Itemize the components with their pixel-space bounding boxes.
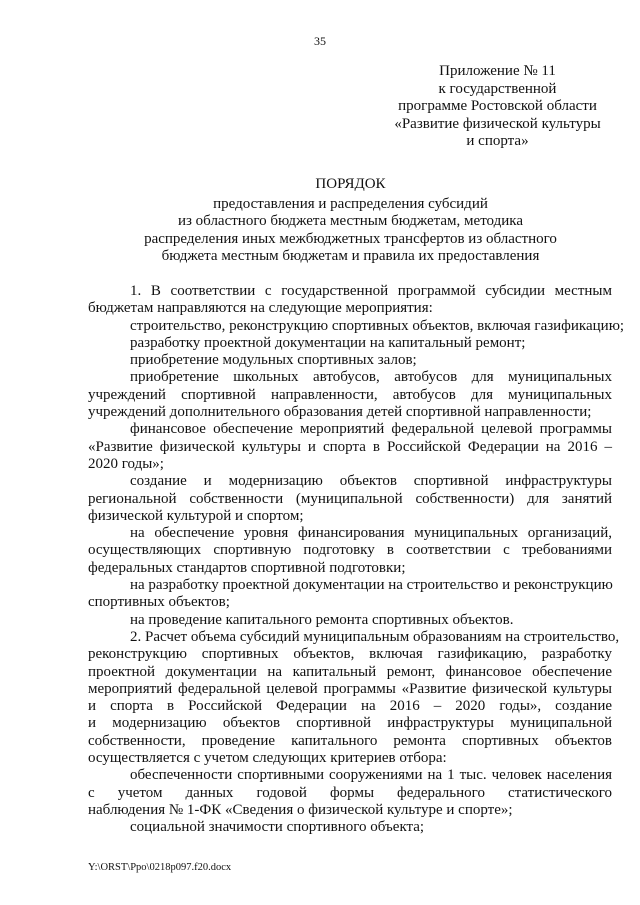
document-subtitle-line: предоставления и распределения субсидий (213, 195, 488, 212)
paragraph-line: «Развитие физической культуры и спорта в Российской Федерации на 2016 – (88, 438, 612, 455)
appendix-line: «Развитие физической культуры (394, 115, 601, 132)
body-paragraph (88, 421, 612, 473)
paragraph-line: федеральных стандартов спортивной подготовки; (88, 559, 406, 576)
document-body (88, 283, 625, 837)
appendix-line: и спорта» (466, 133, 529, 149)
body-paragraph (88, 369, 612, 421)
document-title: ПОРЯДОК (315, 176, 386, 192)
paragraph-line: социальной значимости спортивного объекта; (130, 819, 425, 836)
body-paragraph (88, 767, 612, 819)
appendix-line: программе Ростовской области (398, 98, 597, 114)
paragraph-line: учреждений дополнительного образования детей спортивной направленности; (88, 404, 592, 421)
page-number: 35 (314, 34, 326, 48)
paragraph-line: 2. Расчет объема субсидий муниципальным образованиям на строительство, (130, 628, 620, 645)
body-paragraph (88, 317, 625, 335)
body-paragraph (88, 525, 612, 577)
document-subtitle-line: распределения иных межбюджетных трансфертов из областного (144, 230, 557, 247)
paragraph-line: собственности, проведение капитального ремонта спортивных объектов (88, 732, 612, 749)
body-paragraph (88, 473, 612, 525)
body-paragraph (88, 335, 612, 352)
paragraph-line: создание и модернизацию объектов спортивной инфраструктуры (130, 473, 612, 490)
body-paragraph (88, 819, 612, 836)
body-paragraph (88, 612, 612, 629)
paragraph-line: наблюдения № 1-ФК «Сведения о физической культуре и спорте»; (88, 801, 513, 818)
paragraph-line: реконструкцию спортивных объектов, включая газификацию, разработку (88, 646, 612, 663)
paragraph-line: на проведение капитального ремонта спортивных объектов. (130, 611, 514, 628)
body-paragraph (88, 352, 612, 369)
document-subtitle-line: из областного бюджета местным бюджетам, методика (177, 213, 523, 229)
paragraph-line: с учетом данных годовой формы федерального статистического (88, 784, 612, 801)
body-paragraph (88, 577, 612, 612)
file-path-footer: Y:\ORST\Ppo\0218p097.f20.docx (88, 862, 232, 873)
paragraph-line: строительство, реконструкцию спортивных объектов, включая газификацию; (130, 317, 625, 334)
paragraph-line: 1. В соответствии с государственной программой субсидии местным (130, 283, 612, 299)
paragraph-line: разработку проектной документации на капитальный ремонт; (130, 334, 526, 351)
paragraph-line: спортивных объектов; (88, 594, 230, 611)
document-subtitle-line: бюджета местным бюджетам и правила их предоставления (161, 248, 540, 264)
paragraph-line: приобретение модульных спортивных залов; (130, 352, 417, 369)
paragraph-line: мероприятий федеральной целевой программы «Развитие физической культуры (88, 680, 612, 697)
paragraph-line: учреждений спортивной направленности, автобусов для муниципальных (88, 386, 612, 403)
paragraph-line: обеспеченности спортивными сооружениями на 1 тыс. человек населения (130, 767, 612, 784)
paragraph-line: и модернизацию объектов спортивной инфраструктуры муниципальной (88, 715, 612, 732)
paragraph-line: региональной собственности (муниципальной собственности) для занятий (88, 490, 612, 507)
document-title-block (88, 176, 613, 266)
paragraph-line: на разработку проектной документации на строительство и реконструкцию (130, 577, 613, 594)
paragraph-line: финансовое обеспечение мероприятий федеральной целевой программы (130, 421, 612, 438)
appendix-line: к государственной (438, 80, 557, 97)
paragraph-line: приобретение школьных автобусов, автобусов для муниципальных (130, 369, 612, 386)
appendix-line: Приложение № 11 (439, 63, 556, 79)
paragraph-line: бюджетам направляются на следующие мероприятия: (88, 300, 433, 317)
body-paragraph (88, 628, 620, 767)
paragraph-line: на обеспечение уровня финансирования муниципальных организаций, (130, 525, 612, 542)
body-paragraph (88, 283, 612, 318)
paragraph-line: физической культурой и спортом; (88, 507, 304, 524)
paragraph-line: 2020 годы»; (88, 455, 164, 472)
paragraph-line: проектной документации на капитальный ремонт, финансовое обеспечение (88, 663, 612, 680)
appendix-header (390, 63, 605, 151)
paragraph-line: и спорта в Российской Федерации на 2016 – 2020 годы», создание (88, 698, 612, 715)
paragraph-line: осуществляющих спортивную подготовку в соответствии с требованиями (88, 542, 612, 559)
paragraph-line: осуществляется с учетом следующих критериев отбора: (88, 750, 447, 767)
